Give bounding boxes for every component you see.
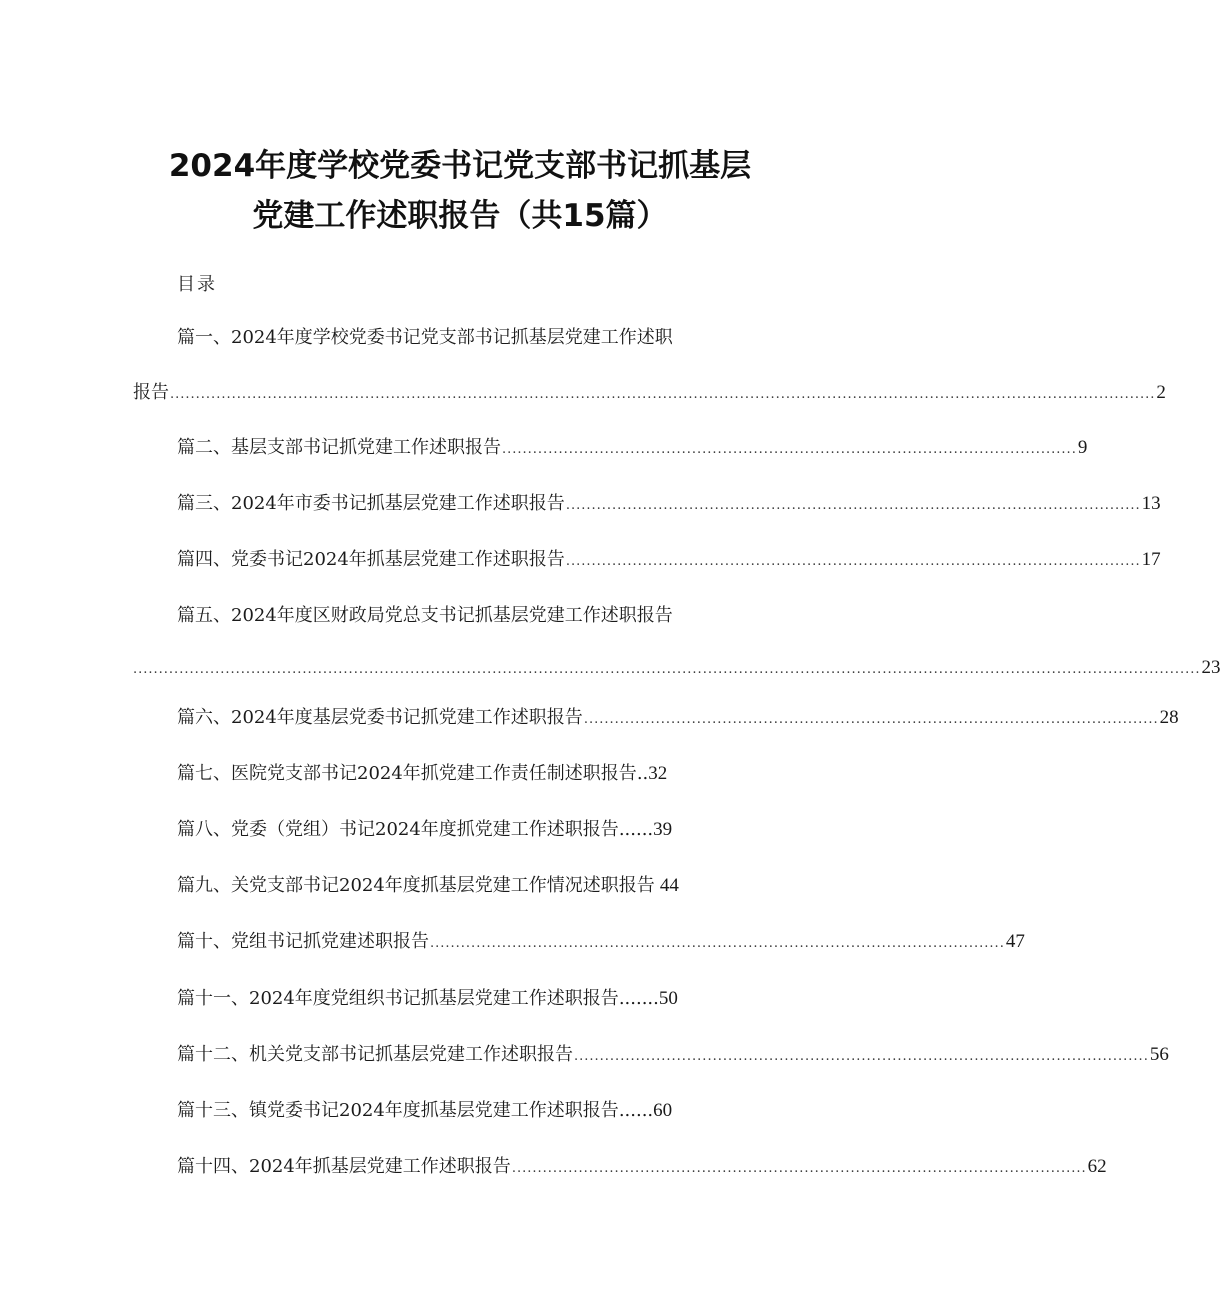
- toc-leader-dots: ................................................................................................................: [583, 712, 1159, 727]
- toc-entry-label: 篇四、党委书记2024年抓基层党建工作述职报告: [177, 549, 565, 570]
- toc-page-number: 17: [1141, 549, 1161, 570]
- toc-entry-label: 篇六、2024年度基层党委书记抓党建工作述职报告: [177, 707, 583, 728]
- toc-entry-5-cont[interactable]: [133, 655, 1221, 681]
- toc-entry-label: 篇十三、镇党委书记2024年度抓基层党建工作述职报告: [177, 1100, 619, 1121]
- toc-page-number: 13: [1141, 493, 1161, 514]
- toc-entry-8[interactable]: [177, 817, 672, 843]
- toc-leader-dots: ................................................................................................................: [502, 442, 1077, 457]
- toc-page-number: 23: [1201, 657, 1221, 678]
- toc-entry-12[interactable]: [177, 1042, 1169, 1068]
- toc-page-number: 2: [1156, 382, 1166, 403]
- toc-entry-13[interactable]: [177, 1098, 672, 1124]
- toc-page-number: 44: [659, 875, 679, 896]
- toc-entry-label: 篇五、2024年度区财政局党总支书记抓基层党建工作述职报告: [177, 605, 673, 626]
- toc-page-number: 28: [1159, 707, 1179, 728]
- toc-entry-14[interactable]: [177, 1154, 1107, 1180]
- toc-page-number: 32: [648, 763, 668, 784]
- toc-leader-dots: ................................................................................................................: [430, 936, 1005, 951]
- toc-entry-5[interactable]: [177, 603, 777, 629]
- toc-leader-dots: ................................................................................................................: [511, 1161, 1087, 1176]
- toc-entry-label: 篇七、医院党支部书记2024年抓党建工作责任制述职报告: [177, 763, 637, 784]
- toc-page-number: 56: [1149, 1044, 1169, 1065]
- toc-leader-dots: ................................................................................................................................................................................................................: [133, 662, 1201, 677]
- toc-leader-dots: ................................................................................................................: [565, 498, 1141, 513]
- toc-entry-1-cont[interactable]: [133, 380, 1166, 406]
- toc-page-number: 39: [653, 819, 673, 840]
- toc-leader-dots: ................................................................................................................: [565, 554, 1141, 569]
- toc-entry-label-cont: 报告: [133, 382, 169, 403]
- toc-leader-dots: ................................................................................................................: [574, 1049, 1149, 1064]
- toc-leader-dots: ......: [618, 819, 654, 840]
- toc-entry-9[interactable]: [177, 873, 679, 899]
- toc-leader-dots: ..: [636, 763, 649, 784]
- toc-entry-4[interactable]: [177, 547, 1161, 573]
- toc-entry-label: 篇九、关党支部书记2024年度抓基层党建工作情况述职报告: [177, 875, 655, 896]
- toc-entry-2[interactable]: [177, 435, 1088, 461]
- toc-entry-6[interactable]: [177, 705, 1179, 731]
- toc-leader-dots: ......: [618, 1100, 654, 1121]
- toc-entry-label: 篇十一、2024年度党组织书记抓基层党建工作述职报告: [177, 988, 619, 1009]
- toc-entry-11[interactable]: [177, 986, 678, 1012]
- toc-entry-label: 篇十、党组书记抓党建述职报告: [177, 931, 429, 952]
- toc-entry-3[interactable]: [177, 491, 1161, 517]
- toc-leader-dots: .......: [618, 988, 659, 1009]
- document-title-line-2: 党建工作述职报告（共15篇）: [252, 198, 668, 234]
- toc-leader-dots: ................................................................................................................................................................................................: [170, 387, 1156, 402]
- toc-entry-7[interactable]: [177, 761, 667, 787]
- toc-entry-1[interactable]: [177, 325, 777, 351]
- document-title-line-1: 2024年度学校党委书记党支部书记抓基层: [168, 148, 752, 184]
- toc-entry-label: 篇一、2024年度学校党委书记党支部书记抓基层党建工作述职: [177, 327, 673, 348]
- toc-page-number: 9: [1077, 437, 1088, 458]
- toc-entry-label: 篇十四、2024年抓基层党建工作述职报告: [177, 1156, 511, 1177]
- toc-entry-10[interactable]: [177, 929, 1025, 955]
- toc-heading: 目录: [177, 274, 217, 295]
- toc-entry-label: 篇二、基层支部书记抓党建工作述职报告: [177, 437, 501, 458]
- toc-page-number: 60: [653, 1100, 673, 1121]
- toc-page-number: 62: [1087, 1156, 1107, 1177]
- toc-entry-label: 篇三、2024年市委书记抓基层党建工作述职报告: [177, 493, 565, 514]
- toc-entry-label: 篇八、党委（党组）书记2024年度抓党建工作述职报告: [177, 819, 619, 840]
- toc-page-number: 50: [658, 988, 678, 1009]
- toc-page-number: 47: [1005, 931, 1025, 952]
- toc-entry-label: 篇十二、机关党支部书记抓基层党建工作述职报告: [177, 1044, 573, 1065]
